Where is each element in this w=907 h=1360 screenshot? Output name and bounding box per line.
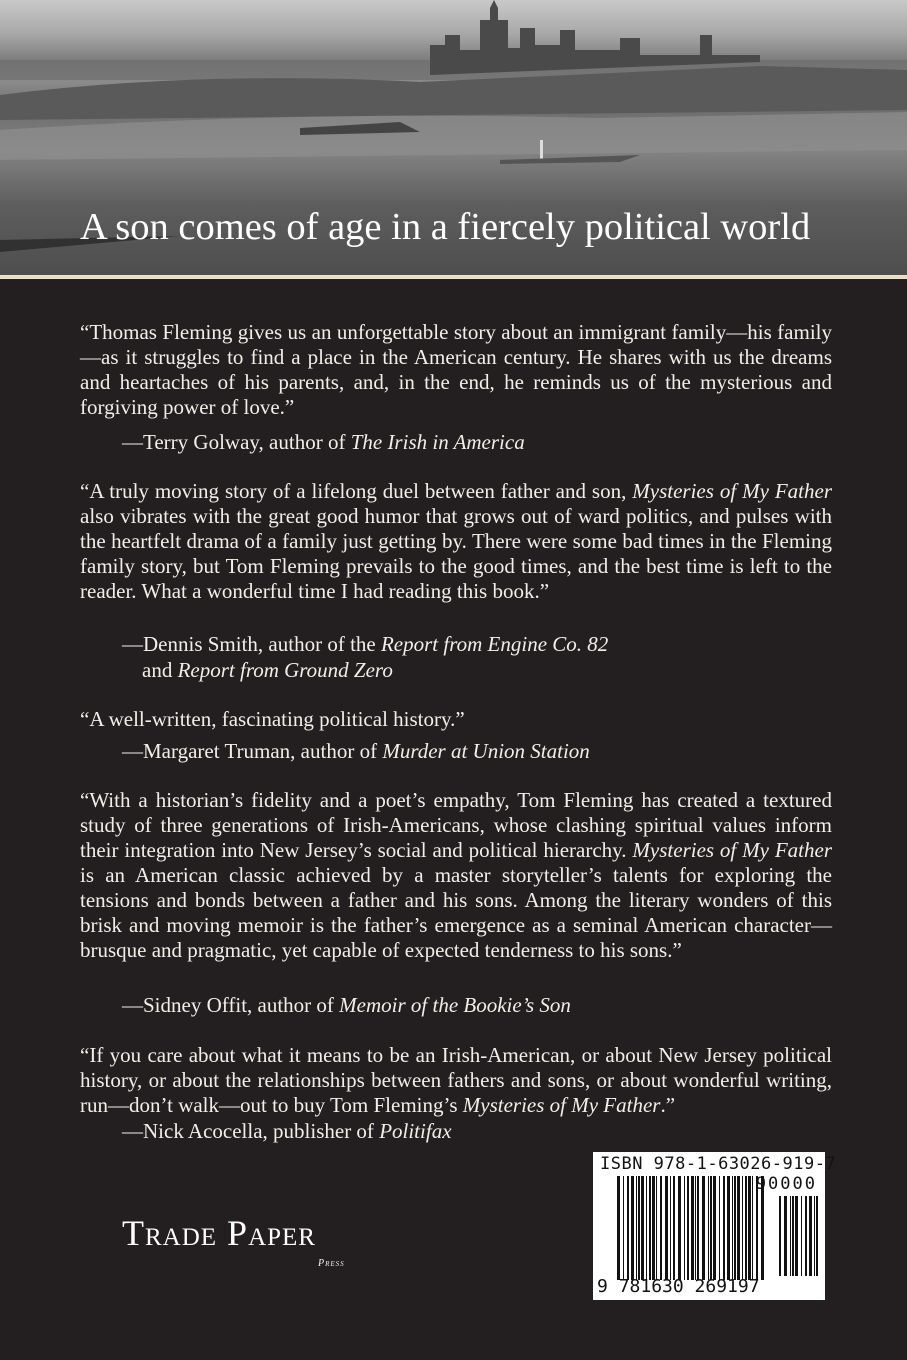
isbn-number: ISBN 978-1-63026-919-7 [600,1154,837,1174]
blurb-5 [80,1043,832,1118]
attribution-author: —Dennis Smith, author of the [122,632,381,656]
attribution-4 [122,992,571,1018]
barcode-bar [737,1176,740,1280]
barcode-bar [638,1176,640,1280]
blurb-2 [80,479,832,604]
barcode-bar [727,1176,730,1280]
publisher-name: Trade Paper [122,1213,316,1253]
barcode-bar [795,1196,798,1276]
attribution-work: Politifax [379,1119,452,1143]
attribution-work: Report from Ground Zero [177,658,393,682]
ean-first-digit: 9 [597,1276,608,1297]
barcode-bar [745,1176,747,1280]
barcode-bar [805,1196,807,1276]
barcode-bar [708,1176,709,1280]
book-title: Mysteries of My Father [632,479,832,503]
barcode-bar [646,1176,647,1280]
attribution-work: Report from Engine Co. 82 [380,632,609,656]
barcode-bar [748,1176,751,1280]
blurb-text: “If you care about what it means to be an Irish-American, or about New Jersey political history, or about the relationships between fathers and sons, or about wonderful writing, run—don’t walk—out to buy Tom Fleming’s [80,1043,832,1117]
barcode-bar [670,1176,671,1280]
barcode-bar [673,1176,675,1280]
attribution-2 [122,631,608,657]
barcode-bar [641,1176,644,1280]
blurb-3: “A well-written, fascinating political history.” [80,707,465,731]
barcode-bar [816,1196,818,1276]
book-title: Mysteries of My Father [632,838,832,862]
barcode-bar [627,1176,629,1280]
barcode-bar [732,1176,733,1280]
barcode-bar [790,1196,791,1276]
attribution-author: —Terry Golway, author of [122,430,351,454]
barcode-bar [723,1176,725,1280]
barcode-bar [678,1176,681,1280]
attribution-1 [122,429,525,455]
ean-digits [597,1276,760,1297]
blurb-text: also vibrates with the great good humor that grows out of ward politics, and pulses with the heartfelt drama of a family just getting by. There were some bad times in the Fleming family story, but Tom Fleming prevails to the good times, and the best time is left to the reader. What a wonderful time I had reading this book.” [80,504,832,603]
barcode-bar [779,1196,781,1276]
price-code: 90000 [755,1174,817,1194]
blurb-text: .” [660,1093,676,1117]
barcode-bar [713,1176,716,1280]
barcode-bar [656,1176,657,1280]
tagline: A son comes of age in a fiercely political world [80,206,811,248]
barcode-bar [702,1176,705,1280]
barcode-bar [649,1176,651,1280]
attribution-author: —Nick Acocella, publisher of [122,1119,380,1143]
barcode-bar [784,1196,787,1276]
blurb-text: “With a historian’s fidelity and a poet’s empathy, Tom Fleming has created a textured study of three generations of Irish-Americans, whose clashing spiritual values inform their integration into New Jersey’s social and political hierarchy. [80,788,832,862]
barcode-bar [792,1196,794,1276]
attribution-3 [122,738,590,764]
attribution-5 [122,1118,452,1144]
attribution-2b [142,657,393,683]
blurb-text: “A truly moving story of a lifelong duel between father and son, [80,479,633,503]
attribution-work: Murder at Union Station [382,739,590,763]
publisher-logo [122,1212,316,1254]
barcode-bar [710,1176,712,1280]
attribution-work: The Irish in America [350,430,525,454]
attribution-text: and [142,658,178,682]
barcode-bar [665,1176,668,1280]
blurb-1: “Thomas Fleming gives us an unforgettable story about an immigrant family—his family—as it struggles to find a place in the American century. He shares with us the dreams and heartaches of his parents, and, in the end, he reminds us of the mysterious and forgiving power of love.” [80,320,832,419]
isbn-barcode [593,1152,837,1300]
blurb-4 [80,788,832,963]
book-title: Mysteries of My Father [462,1093,661,1117]
barcode-bar [719,1176,720,1280]
publisher-imprint: Press [318,1258,345,1269]
barcode-bar [623,1176,624,1280]
barcode-bar [636,1176,637,1280]
barcode-bar [801,1196,802,1276]
attribution-author: —Sidney Offit, author of [122,993,340,1017]
barcode-bar [695,1176,696,1280]
barcode-bar [734,1176,736,1280]
barcode-bar [742,1176,743,1280]
barcode-bar [652,1176,655,1280]
barcode-bar [809,1196,812,1276]
barcode-bar [691,1176,694,1280]
barcode-bar [752,1176,753,1280]
blurb-text: is an American classic achieved by a master storyteller’s talents for exploring the tensions and bonds between a father and his sons. Among the literary wonders of this brisk and moving memoir is the father’s emergence as a seminal American character—brusque and pragmatic, yet capable of expected tenderness to his sons.” [80,863,832,962]
divider-rule [0,275,907,279]
barcode-bar [687,1176,689,1280]
attribution-author: —Margaret Truman, author of [122,739,383,763]
barcode-bar [814,1196,815,1276]
barcode-bar [617,1176,620,1280]
barcode-bar [631,1176,634,1280]
attribution-work: Memoir of the Bookie’s Son [339,993,571,1017]
barcode-bar [684,1176,685,1280]
ean-digits-rest: 781630 269197 [618,1276,760,1297]
barcode-bar [660,1176,662,1280]
barcode-bar [697,1176,699,1280]
